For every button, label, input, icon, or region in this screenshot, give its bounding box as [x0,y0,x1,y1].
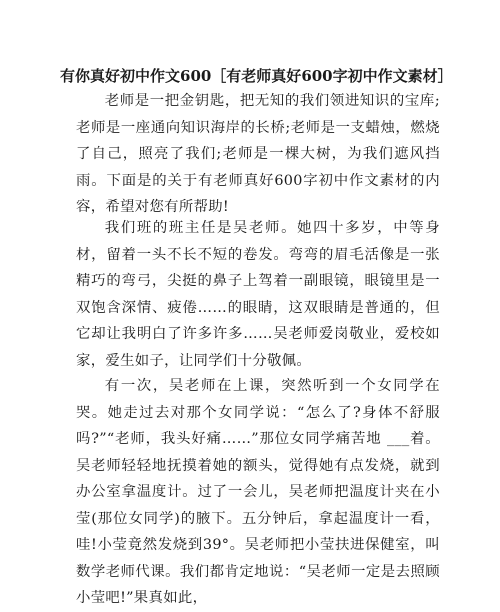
article-title: 有你真好初中作文600［有老师真好600字初中作文素材］ [60,67,453,85]
paragraph-teacher-description: 我们班的班主任是吴老师。她四十多岁，中等身材，留着一头不长不短的卷发。弯弯的眉毛活像是一张精巧的弯弓，尖挺的鼻子上驾着一副眼镜，眼镜里是一双饱含深情、疲倦……的眼睛，这双眼睛是普通的，但它却让我明白了许多许多……吴老师爱岗敬业，爱校如家，爱生如子，让同学们十分敬佩。 [76,220,440,369]
paragraph-intro: 老师是一把金钥匙，把无知的我们领进知识的宝库;老师是一座通向知识海岸的长桥;老师是一支蜡烛，燃烧了自己，照亮了我们;老师是一棵大树，为我们遮风挡雨。下面是的关于有老师真好600字初中作文素材的内容，希望对您有所帮助! [76,93,440,215]
paragraph-story: 有一次，吴老师在上课，突然听到一个女同学在哭。她走过去对那个女同学说：“怎么了?身体不舒服吗?”“老师，我头好痛……”那位女同学痛苦地 ___着。吴老师轻轻地抚摸着她的额头，觉得她有点发烧，就到办公室拿温度计。过了一会儿，吴老师把温度计夹在小莹(那位女同学)的腋下。五分钟后，拿起温度计一看，哇!小莹竟然发烧到39°。吴老师把小莹扶进保健室，叫数学老师代课。我们都肯定地说：“吴老师一定是去照顾小莹吧!”果真如此， [76,378,440,606]
